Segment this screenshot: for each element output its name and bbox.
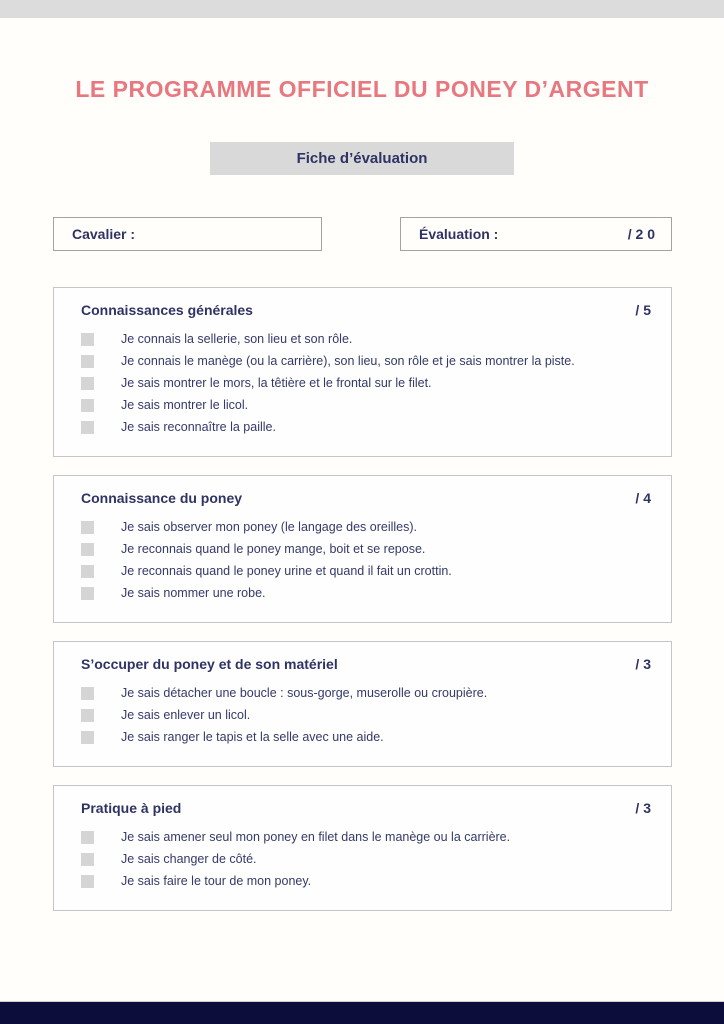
section-pratique-a-pied — [53, 785, 672, 911]
evaluation-score: / 2 0 — [627, 226, 655, 242]
item-text: Je sais détacher une boucle : sous-gorge, muserolle ou croupière. — [121, 686, 488, 700]
section-header — [81, 800, 651, 816]
checkbox[interactable] — [81, 377, 94, 390]
section-header — [81, 302, 651, 318]
item-text: Je sais observer mon poney (le langage des oreilles). — [121, 520, 417, 534]
checkbox[interactable] — [81, 687, 94, 700]
section-title: Connaissance du poney — [81, 490, 243, 506]
checkbox[interactable] — [81, 333, 94, 346]
checklist-item — [81, 416, 651, 438]
item-text: Je connais la sellerie, son lieu et son rôle. — [121, 332, 353, 346]
checklist — [81, 328, 651, 438]
checkbox[interactable] — [81, 731, 94, 744]
item-text: Je reconnais quand le poney urine et quand il fait un crottin. — [121, 564, 452, 578]
checklist-item — [81, 350, 651, 372]
checklist — [81, 826, 651, 892]
checkbox[interactable] — [81, 709, 94, 722]
checkbox[interactable] — [81, 355, 94, 368]
section-score: / 4 — [635, 490, 651, 506]
section-soccuper-du-poney — [53, 641, 672, 767]
top-band — [0, 0, 724, 18]
item-text: Je sais montrer le licol. — [121, 398, 249, 412]
checklist-item — [81, 826, 651, 848]
info-row — [53, 217, 672, 251]
checklist-item — [81, 726, 651, 748]
checklist-item — [81, 538, 651, 560]
section-header — [81, 490, 651, 506]
checklist-item — [81, 704, 651, 726]
checklist-item — [81, 582, 651, 604]
checklist — [81, 516, 651, 604]
page-title: LE PROGRAMME OFFICIEL DU PONEY D’ARGENT — [75, 76, 649, 102]
subtitle-box — [210, 142, 514, 175]
section-score: / 3 — [635, 800, 651, 816]
checklist-item — [81, 516, 651, 538]
subtitle-text: Fiche d’évaluation — [296, 150, 428, 167]
checklist-item — [81, 394, 651, 416]
item-text: Je sais enlever un licol. — [121, 708, 251, 722]
item-text: Je connais le manège (ou la carrière), son lieu, son rôle et je sais montrer la piste. — [121, 354, 575, 368]
checklist-item — [81, 848, 651, 870]
cavalier-field[interactable] — [53, 217, 322, 251]
checkbox[interactable] — [81, 875, 94, 888]
checkbox[interactable] — [81, 587, 94, 600]
section-title: Connaissances générales — [81, 302, 253, 318]
item-text: Je reconnais quand le poney mange, boit et se repose. — [121, 542, 426, 556]
checklist-item — [81, 372, 651, 394]
section-title: S’occuper du poney et de son matériel — [81, 656, 338, 672]
checklist-item — [81, 870, 651, 892]
evaluation-field[interactable] — [400, 217, 672, 251]
item-text: Je sais amener seul mon poney en filet dans le manège ou la carrière. — [121, 830, 511, 844]
checkbox[interactable] — [81, 521, 94, 534]
checkbox[interactable] — [81, 399, 94, 412]
item-text: Je sais changer de côté. — [121, 852, 257, 866]
section-title: Pratique à pied — [81, 800, 182, 816]
item-text: Je sais ranger le tapis et la selle avec une aide. — [121, 730, 384, 744]
checkbox[interactable] — [81, 543, 94, 556]
evaluation-label: Évaluation : — [419, 226, 499, 242]
bottom-bar — [0, 1001, 724, 1024]
section-connaissance-du-poney — [53, 475, 672, 623]
cavalier-label: Cavalier : — [72, 226, 136, 242]
sections-container — [53, 287, 672, 911]
item-text: Je sais reconnaître la paille. — [121, 420, 276, 434]
item-text: Je sais faire le tour de mon poney. — [121, 874, 312, 888]
checkbox[interactable] — [81, 853, 94, 866]
checklist-item — [81, 560, 651, 582]
checkbox[interactable] — [81, 831, 94, 844]
checklist-item — [81, 328, 651, 350]
section-header — [81, 656, 651, 672]
checkbox[interactable] — [81, 565, 94, 578]
checkbox[interactable] — [81, 421, 94, 434]
item-text: Je sais nommer une robe. — [121, 586, 266, 600]
section-score: / 5 — [635, 302, 651, 318]
checklist-item — [81, 682, 651, 704]
item-text: Je sais montrer le mors, la têtière et le frontal sur le filet. — [121, 376, 432, 390]
checklist — [81, 682, 651, 748]
section-connaissances-generales — [53, 287, 672, 457]
section-score: / 3 — [635, 656, 651, 672]
